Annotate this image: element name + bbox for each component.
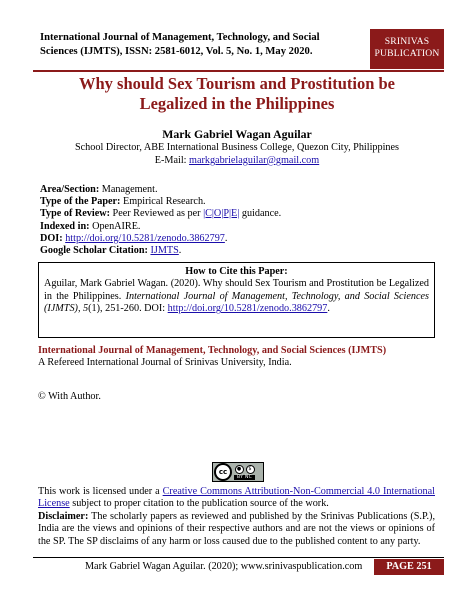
meta-type-paper bbox=[40, 196, 434, 208]
journal-header bbox=[33, 31, 444, 71]
footer-text: Mark Gabriel Wagan Aguilar. (2020); www.srinivaspublication.com bbox=[85, 561, 363, 572]
meta-gsc-label: Google Scholar Citation: bbox=[40, 245, 148, 257]
paper-metadata bbox=[40, 184, 434, 257]
journal-title: International Journal of Management, Technology, and Social Sciences (IJMTS) bbox=[38, 345, 387, 356]
license-rest: subject to proper citation to the publication source of the work. bbox=[69, 498, 329, 510]
author-name: Mark Gabriel Wagan Aguilar bbox=[162, 127, 312, 141]
citation-heading: How to Cite this Paper: bbox=[185, 266, 288, 277]
author-affiliation: School Director, ABE International Business College, Quezon City, Philippines bbox=[74, 142, 400, 154]
meta-type-paper-label: Type of the Paper: bbox=[40, 196, 121, 208]
journal-header-text bbox=[40, 31, 360, 58]
cc-nc-label: NC bbox=[244, 474, 253, 480]
gsc-link[interactable]: IJMTS bbox=[150, 245, 179, 257]
doi-link[interactable]: http://doi.org/10.5281/zenodo.3862797 bbox=[65, 232, 225, 244]
disclaimer-label: Disclaimer: bbox=[38, 510, 89, 522]
cc-by-label: BY bbox=[237, 474, 244, 480]
meta-area-value: Management. bbox=[99, 184, 158, 195]
meta-type-review-value: Peer Reviewed as per bbox=[109, 208, 204, 220]
paper-title-line-2: Legalized in the Philippines bbox=[139, 94, 335, 113]
meta-area bbox=[40, 184, 434, 196]
header-line-2: Sciences (IJMTS), ISSN: 2581-6012, Vol. 5, No. 1, May 2020. bbox=[40, 45, 313, 57]
citation-text bbox=[44, 278, 429, 315]
paper-title bbox=[40, 74, 434, 114]
meta-doi-label: DOI: bbox=[40, 232, 63, 244]
author-block bbox=[40, 128, 434, 167]
journal-subtitle: A Refereed International Journal of Srinivas University, India. bbox=[38, 357, 292, 369]
meta-indexed bbox=[40, 221, 434, 233]
author-email-link[interactable]: markgabrielaguilar@gmail.com bbox=[189, 154, 320, 166]
cc-license-icon[interactable] bbox=[212, 462, 264, 482]
header-divider bbox=[33, 70, 444, 72]
meta-gsc bbox=[40, 245, 434, 257]
cope-link[interactable]: |C|O|P|E| bbox=[203, 208, 240, 220]
license-intro: This work is licensed under a bbox=[38, 486, 163, 497]
license-notice bbox=[38, 486, 435, 548]
meta-doi-suffix: . bbox=[224, 232, 228, 244]
author-email-line bbox=[40, 155, 434, 167]
page-number-badge: PAGE 251 bbox=[374, 559, 444, 575]
journal-info bbox=[38, 345, 435, 369]
meta-type-paper-value: Empirical Research. bbox=[120, 196, 206, 208]
copyright-notice: © With Author. bbox=[38, 391, 101, 402]
cc-terms-strip bbox=[234, 475, 255, 480]
meta-gsc-suffix: . bbox=[178, 245, 182, 257]
attribution-icon: ● bbox=[235, 465, 244, 474]
citation-doi-link[interactable]: http://doi.org/10.5281/zenodo.3862797 bbox=[167, 303, 328, 315]
non-commercial-icon: $ bbox=[246, 465, 255, 474]
meta-type-review-label: Type of Review: bbox=[40, 208, 110, 220]
footer-divider bbox=[33, 557, 444, 558]
citation-text-2: (1), 251-260. DOI: bbox=[88, 303, 168, 315]
disclaimer-text: The scholarly papers as reviewed and published by the Srinivas Publications (S.P.), India are the views and opinions of their respective authors and are not the views or opinions of the SP. The SP disclaims of any harm or loss caused due to the published content to any party. bbox=[38, 510, 435, 547]
citation-box bbox=[38, 262, 435, 338]
meta-type-review-suffix: guidance. bbox=[239, 208, 282, 220]
meta-indexed-value: OpenAIRE. bbox=[89, 220, 141, 232]
publisher-badge bbox=[370, 29, 444, 69]
license-link[interactable]: Creative Commons Attribution-Non-Commercial 4.0 International License bbox=[38, 486, 435, 510]
header-line-1: International Journal of Management, Technology, and Social bbox=[40, 32, 320, 43]
meta-indexed-label: Indexed in: bbox=[40, 220, 90, 232]
cc-logo-icon: cc bbox=[214, 463, 232, 481]
citation-journal: International Journal of Management, Technology, and Social Sciences (IJMTS), 5 bbox=[44, 290, 430, 315]
citation-text-1: Aguilar, Mark Gabriel Wagan. (2020). Why should Sex Tourism and Prostitution be Legalized in the Philippines. bbox=[44, 278, 429, 302]
meta-type-review bbox=[40, 208, 434, 220]
cc-icon-row bbox=[235, 465, 255, 474]
publisher-badge-line-1: SRINIVAS bbox=[384, 36, 430, 47]
cc-terms-icons bbox=[234, 465, 255, 480]
meta-area-label: Area/Section: bbox=[40, 184, 100, 195]
email-label: E-Mail: bbox=[154, 154, 190, 166]
meta-doi bbox=[40, 233, 434, 245]
paper-title-line-1: Why should Sex Tourism and Prostitution be bbox=[78, 74, 396, 93]
citation-end: . bbox=[327, 303, 330, 315]
publisher-badge-line-2: PUBLICATION bbox=[374, 48, 440, 59]
